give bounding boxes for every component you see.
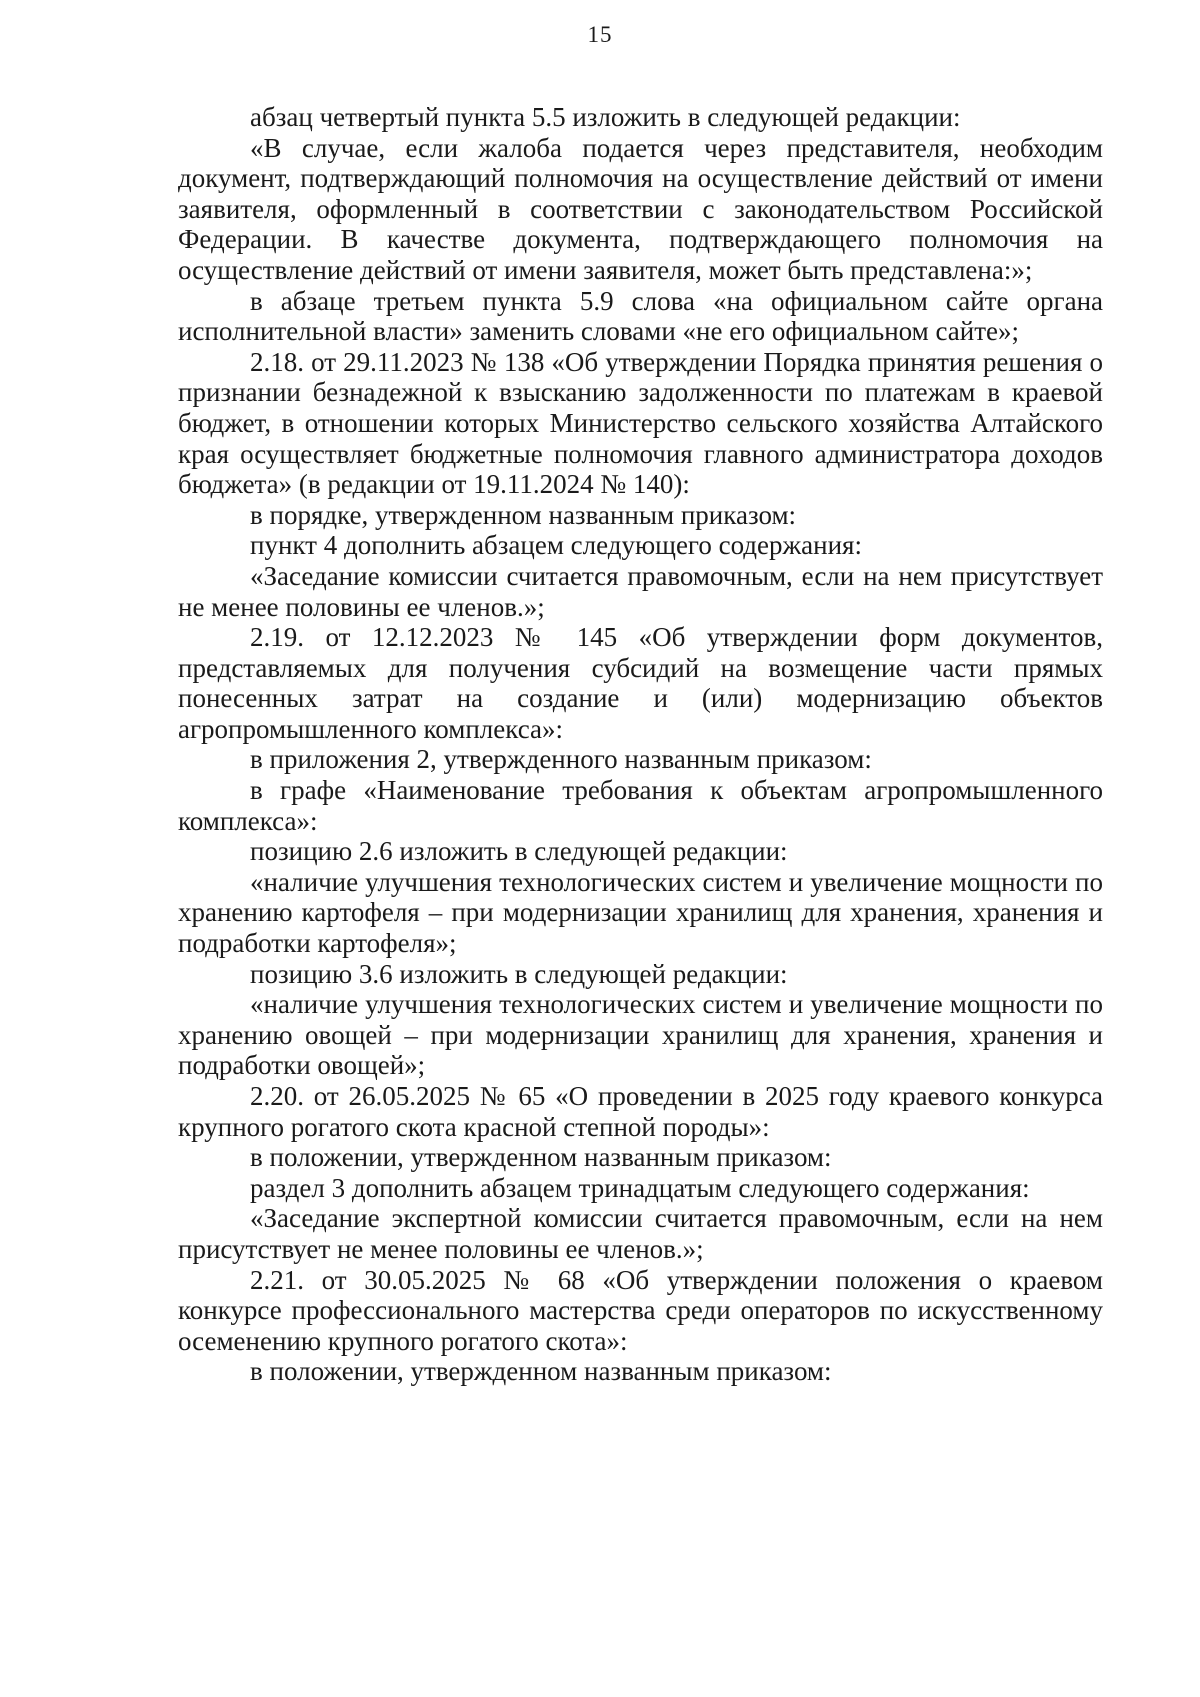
paragraph: «наличие улучшения технологических систем и увеличение мощности по хранению овощей – при модернизации хранилищ для хранения, хранения и подработки овощей»;	[178, 989, 1103, 1081]
paragraph: «Заседание комиссии считается правомочным, если на нем присутствует не менее половины ее членов.»;	[178, 560, 1103, 622]
paragraph: в графе «Наименование требования к объектам агропромышленного комплекса»:	[178, 775, 1103, 836]
paragraph: абзац четвертый пункта 5.5 изложить в следующей редакции:	[250, 102, 961, 132]
paragraph: в абзаце третьем пункта 5.9 слова «на официальном сайте органа исполнительной власти» заменить словами «не его официальном сайте»;	[178, 285, 1103, 347]
paragraph: в приложения 2, утвержденного названным приказом:	[250, 744, 872, 775]
paragraph: «Заседание экспертной комиссии считается правомочным, если на нем присутствует не менее половины ее членов.»;	[178, 1203, 1103, 1264]
paragraph: в положении, утвержденном названным приказом:	[250, 1142, 832, 1173]
paragraph: раздел 3 дополнить абзацем тринадцатым следующего содержания:	[250, 1172, 1030, 1203]
paragraph: позицию 2.6 изложить в следующей редакции:	[250, 836, 788, 867]
paragraph: 2.21. от 30.05.2025 № 68 «Об утверждении положения о краевом конкурсе профессионального мастерства среди операторов по искусственному осеменению крупного рогатого скота»:	[178, 1264, 1103, 1356]
paragraph: в порядке, утвержденном названным приказом:	[250, 499, 797, 530]
paragraph: 2.20. от 26.05.2025 № 65 «О проведении в 2025 году краевого конкурса крупного рогатого скота красной степной породы»:	[178, 1081, 1103, 1142]
document-body	[178, 102, 1103, 1387]
paragraph: «В случае, если жалоба подается через представителя, необходим документ, подтверждающий полномочия на осуществление действий от имени заявителя, оформленный в соответствии с законодательством Российской Федерации. В качестве документа, подтверждающего полномочия на осуществление действий от имени заявителя, может быть представлена:»;	[178, 132, 1103, 285]
paragraph: 2.18. от 29.11.2023 № 138 «Об утверждении Порядка принятия решения о признании безнадежной к взысканию задолженности по платежам в краевой бюджет, в отношении которых Министерство сельского хозяйства Алтайского края осуществляет бюджетные полномочия главного администратора доходов бюджета» (в редакции от 19.11.2024 № 140):	[178, 346, 1103, 500]
paragraph: «наличие улучшения технологических систем и увеличение мощности по хранению картофеля – при модернизации хранилищ для хранения, хранения и подработки картофеля»;	[178, 866, 1103, 959]
paragraph: в положении, утвержденном названным приказом:	[250, 1356, 832, 1387]
page-number: 15	[587, 22, 613, 47]
paragraph: 2.19. от 12.12.2023 № 145 «Об утверждении форм документов, представляемых для получения субсидий на возмещение части прямых понесенных затрат на создание и (или) модернизацию объектов агропромышленного комплекса»:	[178, 622, 1103, 744]
paragraph: пункт 4 дополнить абзацем следующего содержания:	[250, 530, 862, 561]
paragraph: позицию 3.6 изложить в следующей редакции:	[250, 958, 788, 989]
